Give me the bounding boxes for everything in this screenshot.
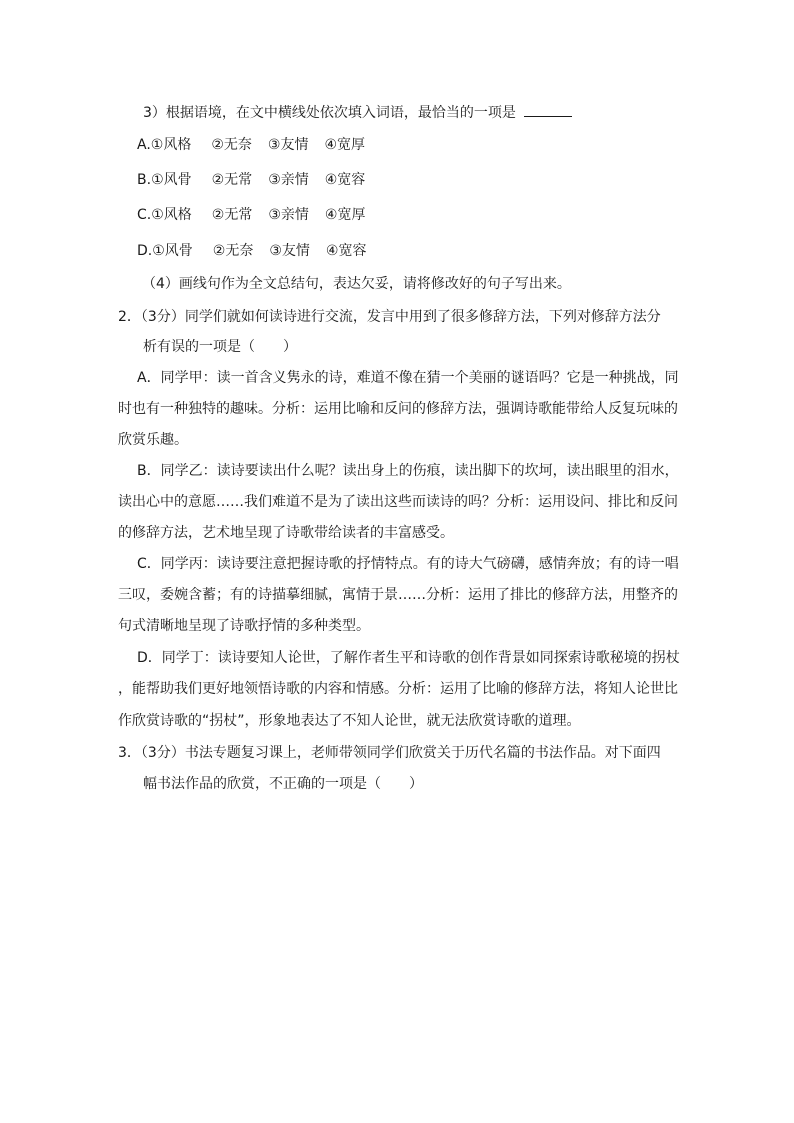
q1-sub3-option-d [137, 241, 382, 261]
option-label: B. [137, 172, 152, 188]
q2-option-d-line2: ，能帮助我们更好地领悟诗歌的内容和情感。分析：运用了比喻的修辞方法，将知人论世比 [118, 681, 678, 697]
option-part: ②无常 [211, 207, 253, 223]
q1-sub3-prompt [143, 102, 572, 123]
option-part: ③亲情 [268, 172, 309, 188]
q3-stem-line2: 幅书法作品的欣赏，不正确的一项是（ ） [143, 776, 423, 792]
option-part: ④宽容 [324, 172, 366, 188]
option-label: D. [137, 243, 153, 259]
q1-sub3-option-b [137, 170, 381, 190]
q2-stem-line1: 2．（3分）同学们就如何读诗进行交流，发言中用到了很多修辞方法，下列对修辞方法分 [118, 309, 661, 325]
option-part: ②无奈 [212, 243, 254, 259]
option-part: ③友情 [267, 137, 309, 153]
option-part: ①风格 [151, 207, 192, 223]
q2-option-a-line3: 欣赏乐趣。 [118, 432, 188, 448]
q1-sub3-option-c [137, 205, 381, 225]
answer-blank [524, 102, 572, 117]
option-part: ②无常 [211, 172, 253, 188]
q2-option-a-line2: 时也有一种独特的趣味。分析：运用比喻和反问的修辞方法，强调诗歌能带给人反复玩味的 [118, 401, 678, 417]
q1-sub3-prompt-text: 3）根据语境，在文中横线处依次填入词语，最恰当的一项是 [143, 105, 516, 121]
option-part: ③亲情 [268, 207, 309, 223]
option-part: ④宽厚 [324, 207, 366, 223]
q2-option-d-line1: D．同学丁：读诗要知人论世，了解作者生平和诗歌的创作背景如同探索诗歌秘境的拐杖 [137, 650, 680, 666]
q2-option-d-line3: 作欣赏诗歌的“拐杖”，形象地表达了不知人论世，就无法欣赏诗歌的道理。 [118, 713, 581, 729]
option-part: ④宽厚 [324, 137, 366, 153]
q1-sub3-option-a [137, 135, 381, 155]
q3-stem-line1: 3．（3分）书法专题复习课上，老师带领同学们欣赏关于历代名篇的书法作品。对下面四 [118, 745, 661, 761]
option-part: ③友情 [269, 243, 310, 259]
option-part: ①风骨 [152, 243, 193, 259]
option-part: ②无奈 [211, 137, 252, 153]
option-label: A. [137, 137, 151, 153]
q2-option-c-line1: C．同学丙：读诗要注意把握诗歌的抒情特点。有的诗大气磅礴，感情奔放；有的诗一唱 [137, 556, 679, 572]
q2-option-b-line1: B．同学乙：读诗要读出什么呢？读出身上的伤痕，读出脚下的坎坷，读出眼里的泪水， [137, 463, 679, 479]
option-part: ①风骨 [151, 172, 192, 188]
option-part: ①风格 [150, 137, 192, 153]
q2-option-c-line2: 三叹，委婉含蓄；有的诗描摹细腻，寓情于景……分析：运用了排比的修辞方法，用整齐的 [118, 587, 678, 603]
q2-option-c-line3: 句式清晰地呈现了诗歌抒情的多种类型。 [118, 618, 370, 634]
option-part: ④宽容 [325, 243, 367, 259]
q2-option-a-line1: A．同学甲：读一首含义隽永的诗，难道不像在猜一个美丽的谜语吗？它是一种挑战，同 [137, 370, 679, 386]
q2-stem-line2: 析有误的一项是（ ） [143, 339, 297, 355]
q1-sub4-text: （4）画线句作为全文总结句，表达欠妥，请将修改好的句子写出来。 [142, 276, 571, 292]
option-label: C. [137, 207, 152, 223]
q2-option-b-line3: 的修辞方法，艺术地呈现了诗歌带给读者的丰富感受。 [118, 525, 454, 541]
q2-option-b-line2: 读出心中的意愿……我们难道不是为了读出这些而读诗的吗？分析：运用设问、排比和反问 [118, 494, 678, 510]
